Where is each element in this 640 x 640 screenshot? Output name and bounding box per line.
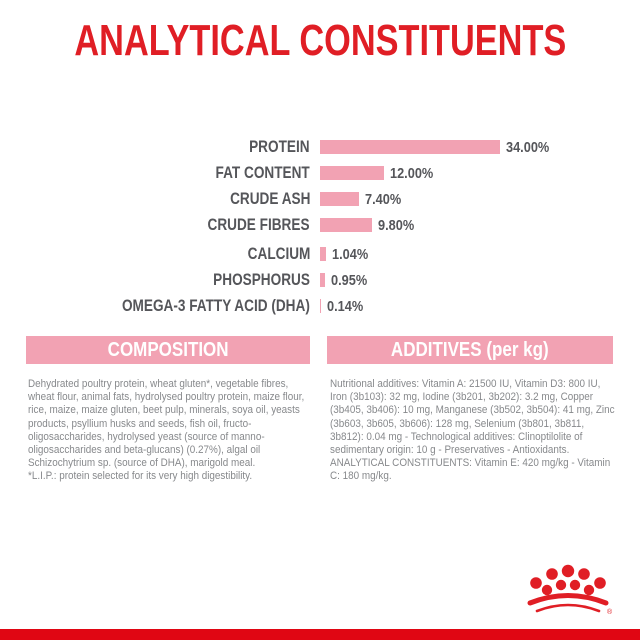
- additives-header-text: ADDITIVES (per kg): [391, 338, 549, 361]
- chart-category-label: OMEGA-3 FATTY ACID (DHA): [122, 296, 310, 315]
- chart-row: [0, 241, 640, 267]
- chart-value-label: 7.40%: [365, 190, 402, 208]
- chart-value-label: 9.80%: [377, 216, 415, 234]
- crown-arc-thick: [530, 596, 606, 604]
- chart-category-label: CRUDE ASH: [229, 189, 310, 208]
- additives-body: Nutritional additives: Vitamin A: 21500 IU, Vitamin D3: 800 IU, Iron (3b103): 32 mg, Iodine (3b201, 3b202): 3.2 mg, Copper (3b405, 3b406): 10 mg, Manganese (3b502, 3b504): 41 mg, Zinc (3b603, 3b605, 3b606): 128 mg, Selenium (3b801, 3b811, 3b812): 0.04 mg - Technological additives: Clinoptilolite of sedimentary origin: 10 g - Preservatives - Antioxidants.: [330, 378, 615, 457]
- chart-row: [0, 212, 640, 238]
- composition-text-block: [28, 378, 314, 484]
- crown-arc-thin: [537, 605, 599, 611]
- chart-bar-area: [320, 139, 557, 156]
- chart-row: [0, 293, 640, 319]
- additives-text-block: [330, 378, 616, 484]
- chart-bar-area: [320, 272, 374, 289]
- chart-bar: [320, 166, 384, 180]
- additives-analytical-constituents: ANALYTICAL CONSTITUENTS: Vitamin E: 420 mg/kg - Vitamin C: 180 mg/kg.: [330, 457, 611, 483]
- chart-value-label: 34.00%: [506, 138, 550, 156]
- chart-row: [0, 134, 640, 160]
- chart-bar-area: [320, 217, 420, 234]
- chart-bar: [320, 299, 321, 313]
- chart-bar: [320, 218, 372, 232]
- chart-value-label: 0.14%: [326, 297, 364, 315]
- crown-dots: [530, 565, 606, 595]
- royal-canin-crown-logo: [516, 556, 616, 620]
- chart-row: [0, 160, 640, 186]
- chart-category-label: PHOSPHORUS: [213, 270, 310, 289]
- chart-value-label: 1.04%: [331, 245, 368, 263]
- chart-bar: [320, 247, 326, 261]
- chart-bar: [320, 273, 325, 287]
- chart-value-label: 0.95%: [331, 271, 368, 289]
- composition-body: Dehydrated poultry protein, wheat gluten*, vegetable fibres, wheat flour, animal fats, hydrolysed poultry protein, maize flour, rice, maize, maize gluten, beet pulp, minerals, soya oil, yeasts products, psyllium husks and seeds, fish oil, fructo-oligosaccharides, hydrolysed yeast (source of manno-oligosaccharides and beta-glucans) (0.27%), algal oil Schizochytrium sp. (source of DHA), marigold meal.: [28, 378, 305, 470]
- composition-header-text: COMPOSITION: [107, 338, 229, 361]
- chart-bar-area: [320, 191, 408, 208]
- chart-row: [0, 186, 640, 212]
- nutrients-bar-chart: [0, 134, 640, 319]
- additives-header: [327, 336, 613, 364]
- chart-bar: [320, 192, 359, 206]
- composition-footnote: *L.I.P.: protein selected for its very high digestibility.: [28, 470, 253, 483]
- chart-category-label: CRUDE FIBRES: [207, 215, 310, 234]
- chart-value-label: 12.00%: [389, 164, 433, 182]
- chart-row: [0, 267, 640, 293]
- chart-bar-area: [320, 246, 374, 263]
- chart-bar: [320, 140, 500, 154]
- chart-category-label: PROTEIN: [249, 137, 310, 156]
- page-title: [0, 16, 640, 66]
- chart-bar-area: [320, 165, 440, 182]
- composition-header: [26, 336, 310, 364]
- chart-bar-area: [320, 298, 369, 315]
- bottom-red-band: [0, 629, 640, 640]
- registered-trademark-symbol: ®: [607, 609, 613, 616]
- chart-category-label: FAT CONTENT: [215, 163, 310, 182]
- page-title-text: ANALYTICAL CONSTITUENTS: [74, 16, 566, 65]
- chart-category-label: CALCIUM: [247, 244, 310, 263]
